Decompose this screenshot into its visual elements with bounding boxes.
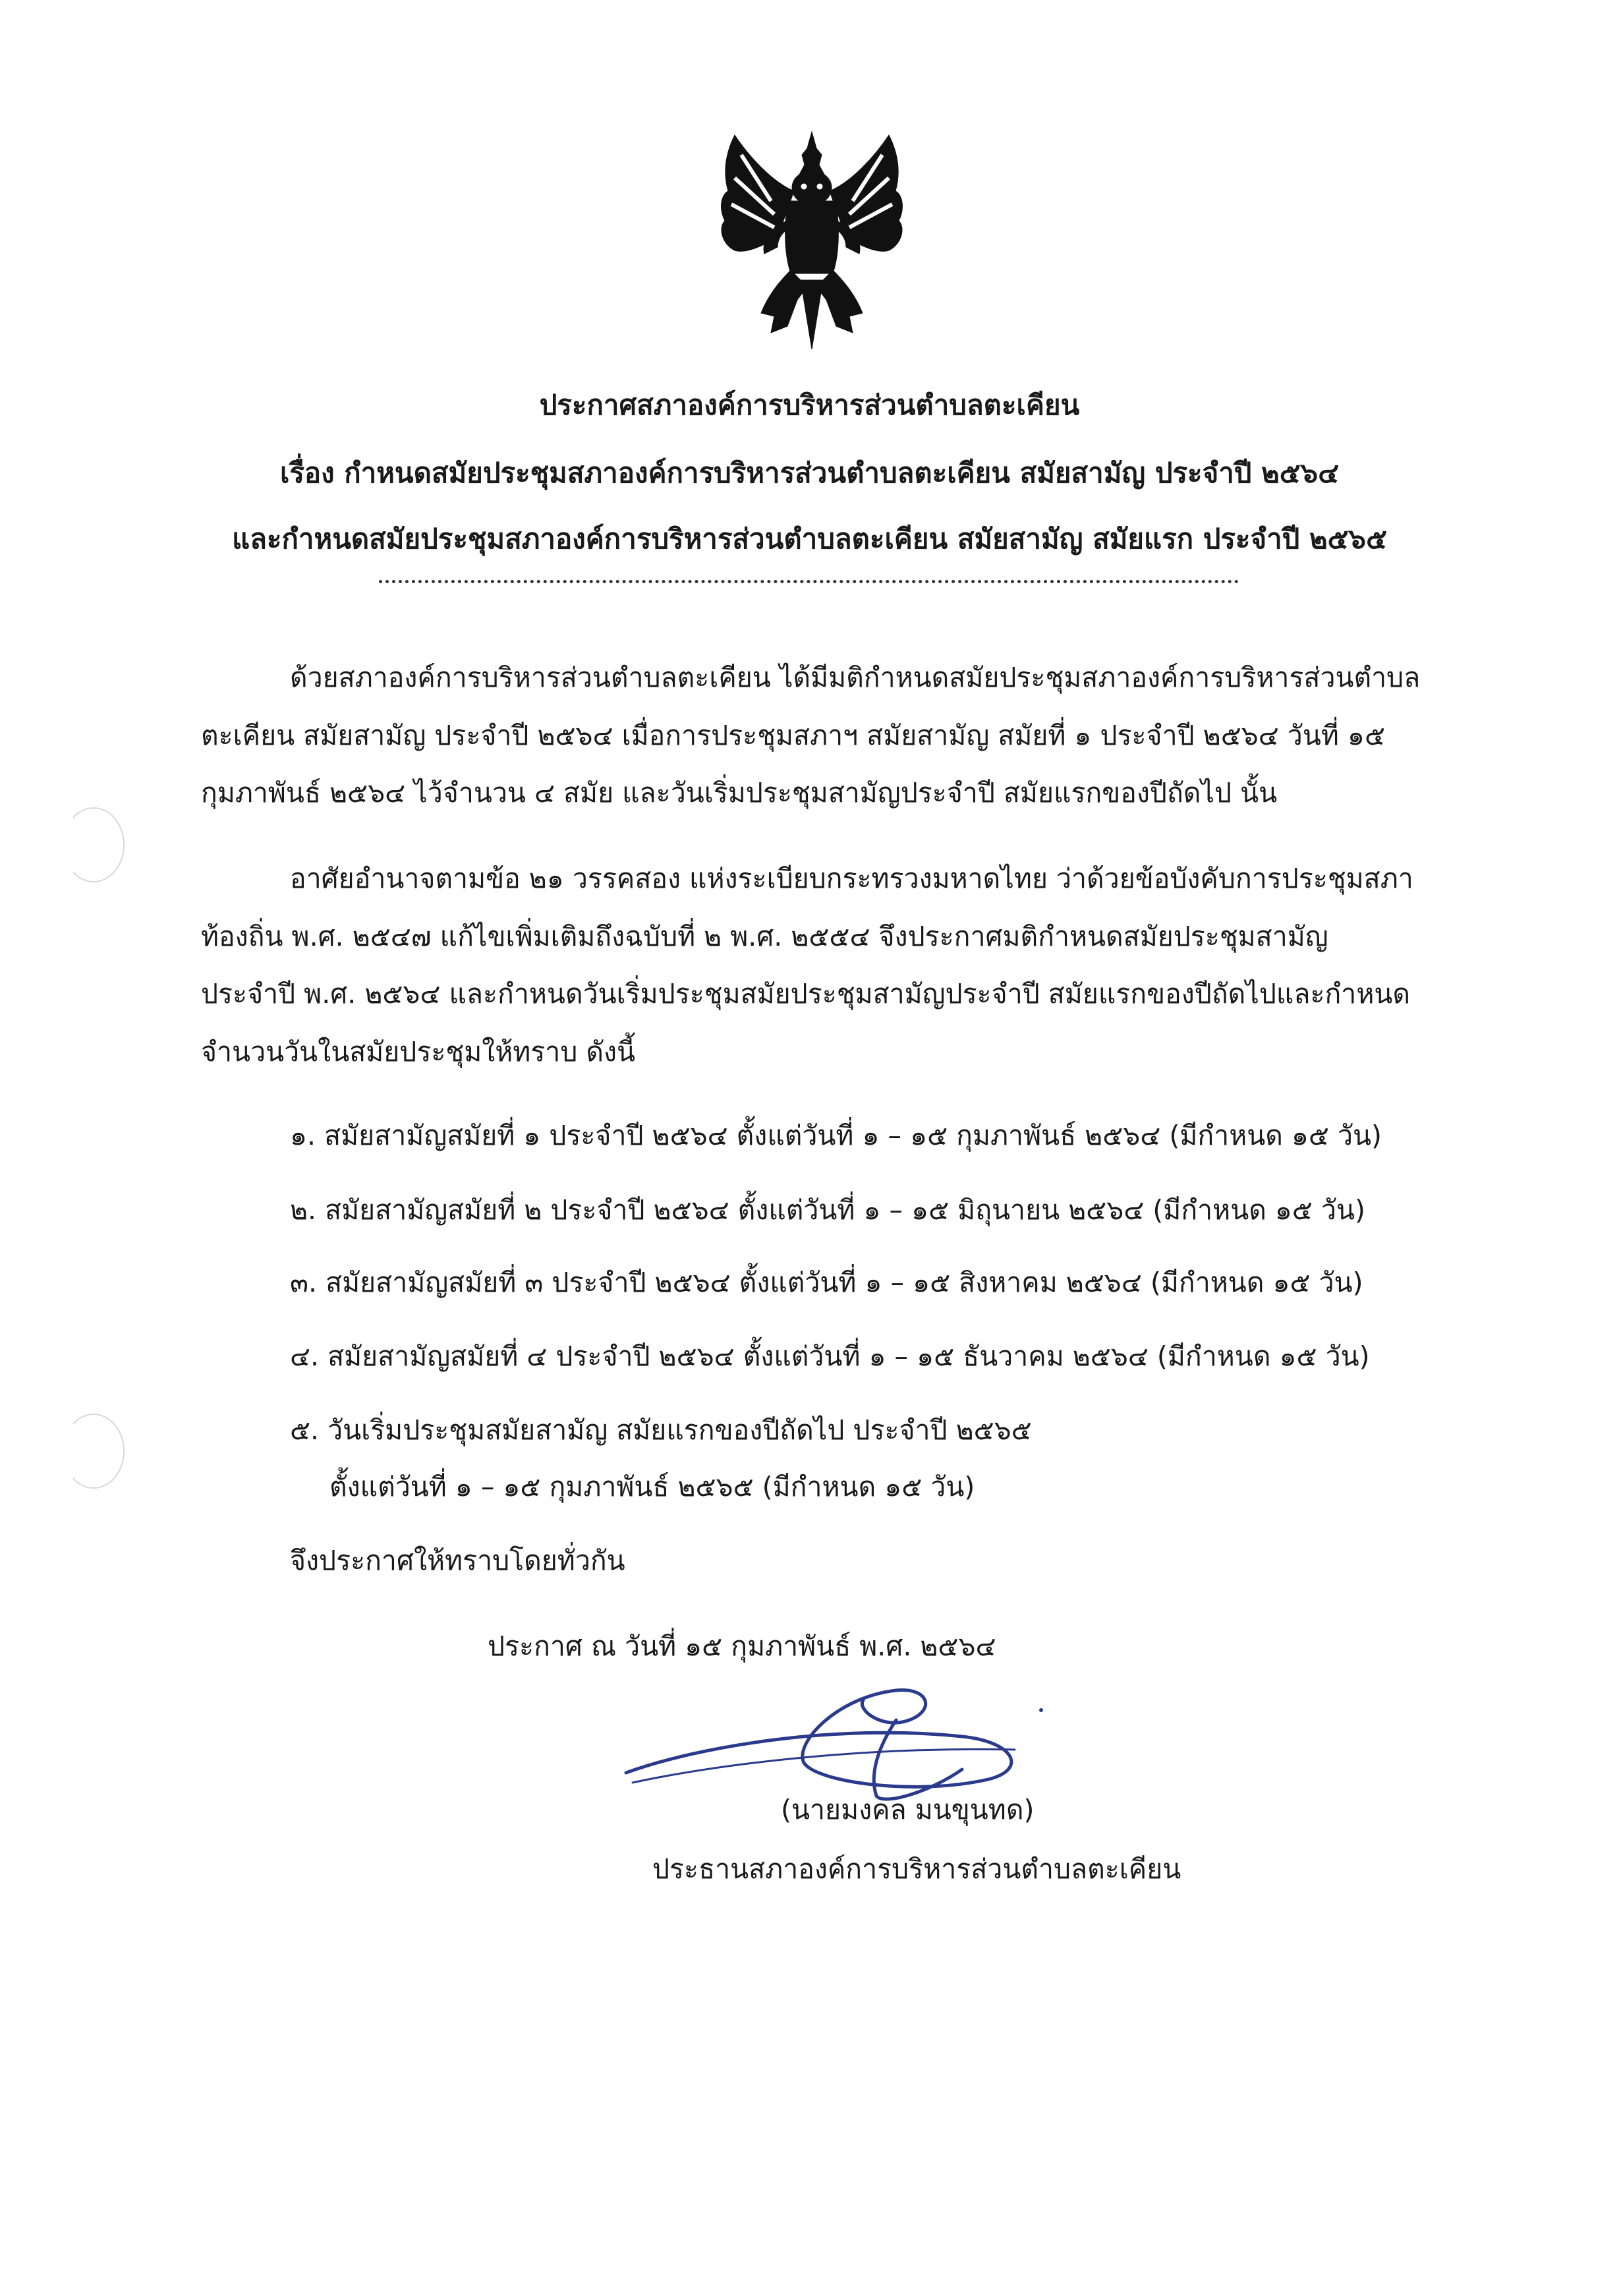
paragraph-1-line-2: ตะเคียน สมัยสามัญ ประจำปี ๒๕๖๔ เมื่อการประชุมสภาฯ สมัยสามัญ สมัยที่ ๑ ประจำปี ๒๕๖๔ วันที่ ๑๕ [201,720,1385,751]
list-item-1: ๑. สมัยสามัญสมัยที่ ๑ ประจำปี ๒๕๖๔ ตั้งแต่วันที่ ๑ – ๑๕ กุมภาพันธ์ ๒๕๖๔ (มีกำหนด ๑๕ วัน) [290,1120,1382,1151]
punch-hole-bottom [63,1414,125,1489]
paragraph-1-line-3: กุมภาพันธ์ ๒๕๖๔ ไว้จำนวน ๔ สมัย และวันเริ่มประชุมสามัญประจำปี สมัยแรกของปีถัดไป นั้น [201,777,1278,809]
signer-title: ประธานสภาองค์การบริหารส่วนตำบลตะเคียน [652,1853,1181,1885]
announcement-title: ประกาศสภาองค์การบริหารส่วนตำบลตะเคียน [539,389,1080,421]
announcement-subject: เรื่อง กำหนดสมัยประชุมสภาองค์การบริหารส่วนตำบลตะเคียน สมัยสามัญ ประจำปี ๒๕๖๔ [279,457,1340,489]
garuda-emblem-icon [708,129,916,353]
paragraph-2-line-1: อาศัยอำนาจตามข้อ ๒๑ วรรคสอง แห่งระเบียบกระทรวงมหาดไทย ว่าด้วยข้อบังคับการประชุมสภา [290,863,1413,894]
paragraph-2-line-4: จำนวนวันในสมัยประชุมให้ทราบ ดังนี้ [201,1036,636,1068]
title-divider [379,580,1239,587]
announcement-date: ประกาศ ณ วันที่ ๑๕ กุมภาพันธ์ พ.ศ. ๒๕๖๔ [488,1630,996,1662]
announcement-subject-cont: และกำหนดสมัยประชุมสภาองค์การบริหารส่วนตำบลตะเคียน สมัยสามัญ สมัยแรก ประจำปี ๒๕๖๕ [232,523,1387,555]
punch-hole-top [63,807,125,882]
paragraph-1-line-1: ด้วยสภาองค์การบริหารส่วนตำบลตะเคียน ได้มีมติกำหนดสมัยประชุมสภาองค์การบริหารส่วนตำบล [290,662,1421,693]
paragraph-2-line-3: ประจำปี พ.ศ. ๒๕๖๔ และกำหนดวันเริ่มประชุมสมัยประชุมสามัญประจำปี สมัยแรกของปีถัดไปและกำหนด [201,978,1411,1010]
list-item-4: ๔. สมัยสามัญสมัยที่ ๔ ประจำปี ๒๕๖๔ ตั้งแต่วันที่ ๑ – ๑๕ ธันวาคม ๒๕๖๔ (มีกำหนด ๑๕ วัน) [290,1340,1370,1372]
list-item-5-cont: ตั้งแต่วันที่ ๑ – ๑๕ กุมภาพันธ์ ๒๕๖๕ (มีกำหนด ๑๕ วัน) [329,1471,975,1503]
handwritten-signature [619,1684,1048,1806]
closing-line: จึงประกาศให้ทราบโดยทั่วกัน [290,1545,625,1576]
signer-name: (นายมงคล มนขุนทด) [781,1794,1035,1825]
paragraph-2-line-2: ท้องถิ่น พ.ศ. ๒๕๔๗ แก้ไขเพิ่มเติมถึงฉบับที่ ๒ พ.ศ. ๒๕๕๔ จึงประกาศมติกำหนดสมัยประชุมสามัญ [201,921,1328,952]
list-item-5: ๕. วันเริ่มประชุมสมัยสามัญ สมัยแรกของปีถัดไป ประจำปี ๒๕๖๕ [290,1414,1032,1446]
list-item-3: ๓. สมัยสามัญสมัยที่ ๓ ประจำปี ๒๕๖๔ ตั้งแต่วันที่ ๑ – ๑๕ สิงหาคม ๒๕๖๔ (มีกำหนด ๑๕ วัน) [290,1267,1363,1298]
list-item-2: ๒. สมัยสามัญสมัยที่ ๒ ประจำปี ๒๕๖๔ ตั้งแต่วันที่ ๑ – ๑๕ มิถุนายน ๒๕๖๔ (มีกำหนด ๑๕ วัน) [290,1194,1366,1226]
